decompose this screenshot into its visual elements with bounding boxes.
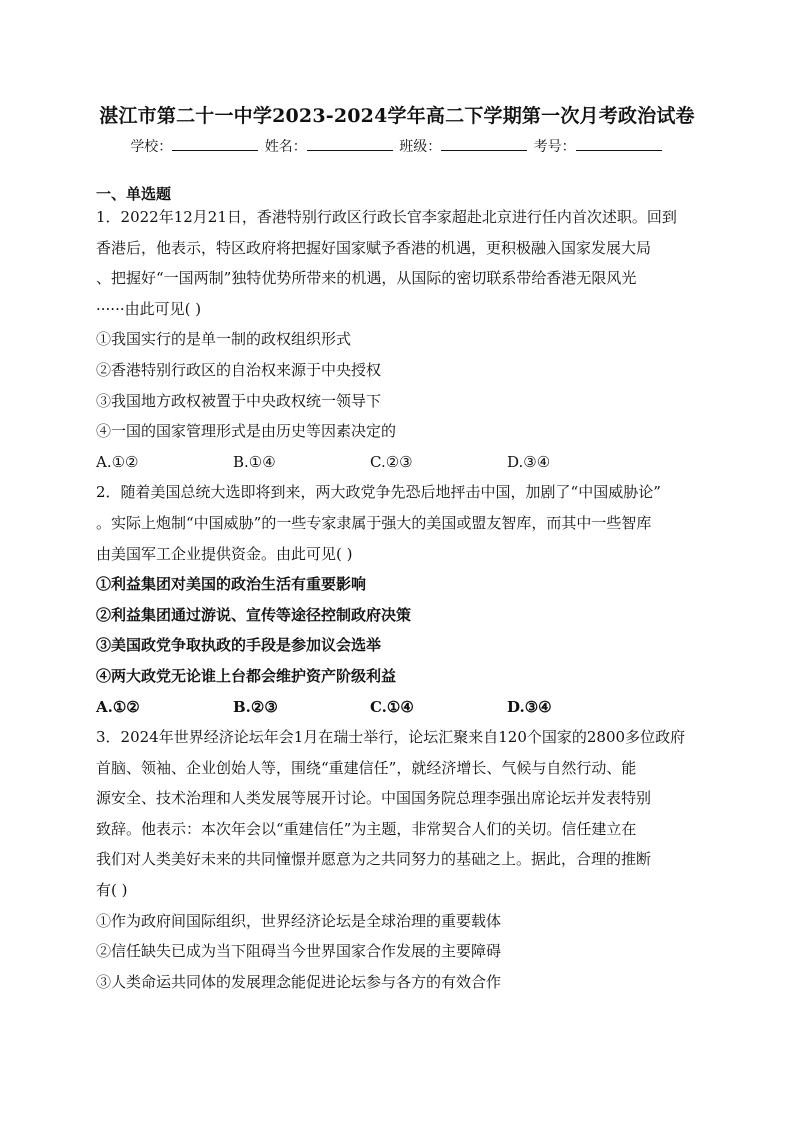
exam-no-label: 考号：	[533, 139, 576, 155]
question-stem-line: ······由此可见( )	[96, 299, 202, 318]
question-stem-line: 源安全、技术治理和人类发展等展开讨论。中国国务院总理李强出席论坛并发表特别	[96, 789, 652, 808]
question-3	[96, 722, 706, 997]
statement-item: ③人类命运共同体的发展理念能促进论坛参与各方的有效合作	[96, 972, 502, 991]
statement-item: ②香港特别行政区的自治权来源于中央授权	[96, 360, 382, 379]
question-stem-line: 由美国军工企业提供资金。由此可见( )	[96, 544, 353, 563]
answer-options	[96, 447, 706, 478]
question-stem-line: 致辞。他表示：本次年会以“重建信任”为主题，非常契合人们的关切。信任建立在	[96, 819, 637, 838]
statement-item: ④一国的国家管理形式是由历史等因素决定的	[96, 422, 397, 441]
question-stem-line: 有( )	[96, 881, 128, 900]
statement-item: ③美国政党争取执政的手段是参加议会选举	[96, 636, 382, 655]
question-stem-line: 3．2024年世界经济论坛年会1月在瑞士举行，论坛汇聚来自120个国家的2800多位政府	[96, 728, 686, 747]
question-1	[96, 202, 706, 477]
name-label: 姓名：	[264, 139, 307, 155]
statement-item: ②信任缺失已成为当下阻碍当今世界国家合作发展的主要障碍	[96, 942, 502, 961]
option-b[interactable]: B.①④	[233, 452, 276, 471]
statement-item: ④两大政党无论谁上台都会维护资产阶级利益	[96, 666, 397, 685]
option-c[interactable]: C.①④	[370, 697, 414, 716]
question-stem-line: 我们对人类美好未来的共同憧憬并愿意为之共同努力的基础之上。据此，合理的推断	[96, 850, 652, 869]
question-stem-line: 首脑、领袖、企业创始人等，围绕“重建信任”，就经济增长、气候与自然行动、能	[96, 758, 637, 777]
exam-no-blank[interactable]	[576, 137, 662, 151]
question-stem-line: 1．2022年12月21日，香港特别行政区行政长官李家超赴北京进行任内首次述职。回到	[96, 208, 677, 226]
statement-item: ②利益集团通过游说、宣传等途径控制政府决策	[96, 605, 412, 624]
question-2	[96, 477, 706, 722]
option-a[interactable]: A.①②	[96, 697, 140, 716]
option-d[interactable]: D.③④	[507, 697, 552, 716]
statement-item: ③我国地方政权被置于中央政权统一领导下	[96, 391, 382, 410]
school-label: 学校：	[130, 139, 173, 155]
name-blank[interactable]	[307, 137, 393, 151]
statement-item: ①利益集团对美国的政治生活有重要影响	[96, 575, 367, 594]
section-heading: 一、单选题	[96, 185, 172, 203]
school-blank[interactable]	[172, 137, 258, 151]
class-blank[interactable]	[441, 137, 527, 151]
option-d[interactable]: D.③④	[507, 452, 551, 471]
question-stem-line: 香港后，他表示，特区政府将把握好国家赋予香港的机遇，更积极融入国家发展大局	[96, 238, 652, 257]
option-c[interactable]: C.②③	[370, 452, 413, 471]
question-stem-line: 、把握好“一国两制”独特优势所带来的机遇，从国际的密切联系带给香港无限风光	[96, 269, 637, 288]
question-stem-line: 2．随着美国总统大选即将到来，两大政党争先恐后地抨击中国，加剧了“中国威胁论”	[96, 483, 661, 502]
question-list	[96, 202, 706, 997]
class-label: 班级：	[399, 139, 442, 155]
statement-item: ①我国实行的是单一制的政权组织形式	[96, 330, 352, 349]
option-a[interactable]: A.①②	[96, 452, 139, 471]
page-title: 湛江市第二十一中学2023-2024学年高二下学期第一次月考政治试卷	[99, 105, 695, 127]
question-stem-line: 。实际上炮制“中国威胁”的一些专家隶属于强大的美国或盟友智库，而其中一些智库	[96, 513, 652, 532]
option-b[interactable]: B.②③	[233, 697, 278, 716]
student-info-line	[0, 136, 794, 156]
answer-options	[96, 692, 706, 723]
statement-item: ①作为政府间国际组织，世界经济论坛是全球治理的重要载体	[96, 911, 502, 930]
